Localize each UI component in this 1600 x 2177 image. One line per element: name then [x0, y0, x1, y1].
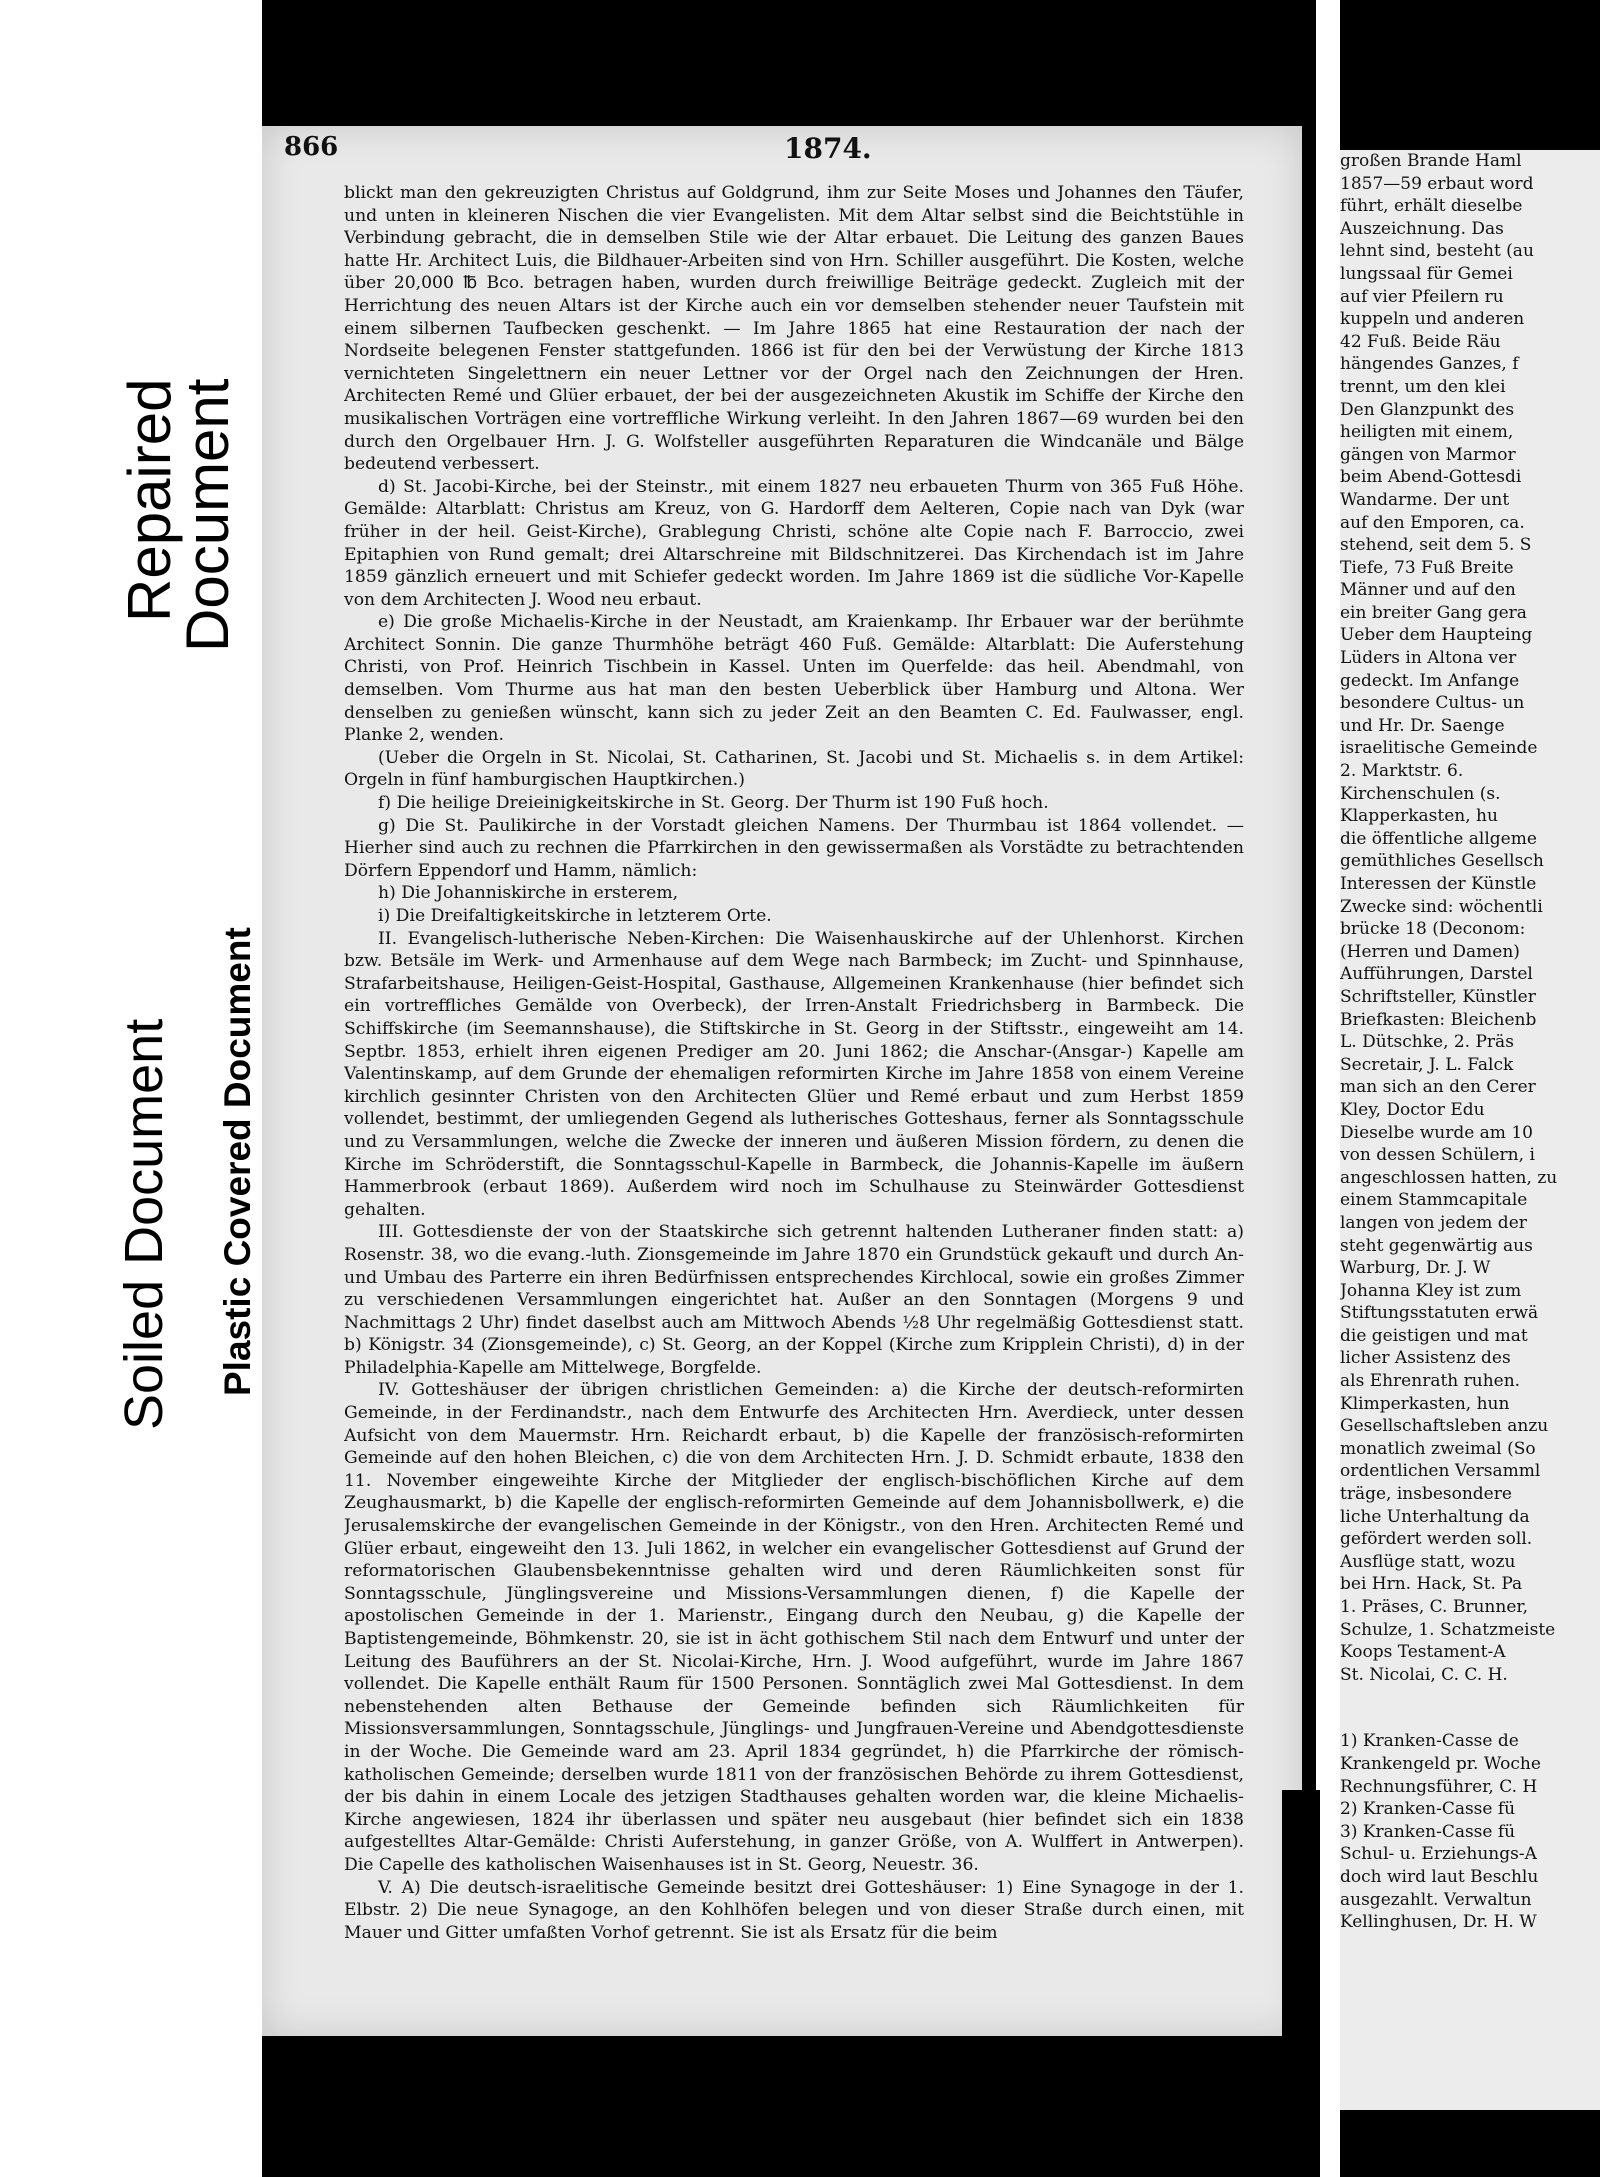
right-page-line: Aufführungen, Darstel — [1340, 964, 1533, 985]
right-page-line: gefördert werden soll. — [1340, 1529, 1533, 1550]
right-page-line: Schulze, 1. Schatzmeiste — [1340, 1619, 1556, 1640]
body-text — [344, 182, 1244, 2002]
right-page-line: ordentlichen Versamml — [1340, 1461, 1541, 1482]
right-page-line: Zwecke sind: wöchentli — [1340, 896, 1543, 917]
paragraph: f) Die heilige Dreieinigkeitskirche in St. Georg. Der Thurm ist 190 Fuß hoch. — [378, 793, 1049, 814]
right-page-line: 3) Kranken-Casse fü — [1340, 1821, 1516, 1842]
right-page-line: man sich an den Cerer — [1340, 1077, 1536, 1098]
right-page-line: ausgezahlt. Verwaltun — [1340, 1889, 1532, 1910]
right-page-line: Gesellschaftsleben anzu — [1340, 1416, 1549, 1437]
right-page-line: L. Dütschke, 2. Präs — [1340, 1032, 1514, 1053]
paragraph: (Ueber die Orgeln in St. Nicolai, St. Catharinen, St. Jacobi und St. Michaelis s. in dem Artikel: Orgeln in fünf hamburgischen Hauptkirchen.) — [344, 747, 1244, 791]
right-page-line: beim Abend-Gottesdi — [1340, 467, 1522, 488]
right-page-line: Ausflüge statt, wozu — [1340, 1551, 1516, 1572]
right-page-line: Kley, Doctor Edu — [1340, 1099, 1485, 1120]
paragraph: II. Evangelisch-lutherische Neben-Kirchen: Die Waisenhauskirche auf der Uhlenhorst. Kirchen bzw. Betsäle im Werk- und Armenhause auf dem Wege nach Barmbeck; im Zucht- und Spinnhause, Strafarbeitshause, Heiligen-Geist-Hospital, Gasthause, Allgemeinen Krankenhause (hier befindet sich ein vortreffliches Gemälde von Overbeck), der Irren-Anstalt Friedrichsberg in Barmbeck. Die Schiffskirche (im Seemannshause), die Stiftskirche in St. Georg in der Stiftsstr., eingeweiht am 14. Septbr. 1853, erhielt ihren eigenen Prediger am 20. Juni 1862; die Anschar-(Ansgar-) Kapelle am Valentinskamp, auf dem Grunde der ehemaligen reformirten Kirche im Jahre 1858 von einem Vereine kirchlich gesinnter Christen von den Architecten Glüer und Remé erbaut und zum Herbst 1859 vollendet, bestimmt, der umliegenden Gegend als lutherisches Gotteshaus, ferner als Sonntagsschule und zu Versammlungen, welche die Zwecke der inneren und äußeren Mission fördern, zu denen die Kirche im Schröderstift, die Sonntagsschul-Kapelle in Barmbeck, die Johannis-Kapelle im äußern Hammerbrook (erbaut 1869). Außerdem wird noch im Schulhause zu Steinwärder Gottesdienst gehalten. — [344, 928, 1244, 1220]
right-page-line: und Hr. Dr. Saenge — [1340, 715, 1505, 736]
right-page-line: lungssaal für Gemei — [1340, 263, 1513, 284]
right-page-line: Schriftsteller, Künstler — [1340, 986, 1536, 1007]
right-page-line — [1340, 1708, 1600, 1730]
right-page-line: Briefkasten: Bleichenb — [1340, 1009, 1537, 1030]
paragraph: blickt man den gekreuzigten Christus auf Goldgrund, ihm zur Seite Moses und Johannes den Täufer, und unten in kleineren Nischen die vier Evangelisten. Mit dem Altar selbst sind die Beichtstühle in Verbindung gebracht, die in demselben Stile wie der Altar erbauet. Die Leitung des ganzen Baues hatte Hr. Architect Luis, die Bildhauer-Arbeiten sind von Hrn. Schiller ausgeführt. Die Kosten, welche über 20,000 ℔ Bco. betragen haben, wurden durch freiwillige Beiträge gedeckt. Zugleich mit der Herrichtung des neuen Altars ist der Kirche auch ein vor demselben stehender neuer Taufstein mit einem silbernen Taufbecken geschenkt. — Im Jahre 1865 hat eine Restauration der nach der Nordseite belegenen Fenster stattgefunden. 1866 ist für den bei der Verwüstung der Kirche 1813 vernichteten Singelettnern ein neuer Lettner vor der Orgel nach den Zeichnungen der Hren. Architecten Remé und Glüer erbauet, der bei der ausgezeichneten Akustik im Schiffe der Kirche den musikalischen Vorträgen eine vortreffliche Wirkung verleiht. In den Jahren 1867—69 wurden bei den durch den Orgelbauer Hrn. J. G. Wolfsteller ausgeführten Reparaturen die Windcanäle und Bälge bedeutend verbessert. — [344, 183, 1244, 475]
right-page-line: von dessen Schülern, i — [1340, 1145, 1535, 1166]
right-page-line: Klimperkasten, hun — [1340, 1393, 1510, 1414]
right-page-line: hängendes Ganzes, f — [1340, 354, 1519, 375]
right-page-line: 2) Kranken-Casse fü — [1340, 1799, 1516, 1820]
right-page-line: gedeckt. Im Anfange — [1340, 670, 1520, 691]
right-page-line: Krankengeld pr. Woche — [1340, 1753, 1541, 1774]
paragraph: g) Die St. Paulikirche in der Vorstadt gleichen Namens. Der Thurmbau ist 1864 vollendet. — Hierher sind auch zu rechnen die Pfarrkirchen in den gewissermaßen als Vorstädte zu betrachtenden Dörfern Eppendorf und Hamm, nämlich: — [344, 815, 1244, 881]
right-page-line: besondere Cultus- un — [1340, 693, 1525, 714]
right-page-line: monatlich zweimal (So — [1340, 1438, 1536, 1459]
right-page-line: Männer und auf den — [1340, 580, 1516, 601]
right-page-line: Stiftungsstatuten erwä — [1340, 1303, 1539, 1324]
right-page-line: israelitische Gemeinde — [1340, 738, 1538, 759]
right-page-line: 42 Fuß. Beide Räu — [1340, 331, 1501, 352]
paragraph: e) Die große Michaelis-Kirche in der Neustadt, am Kraienkamp. Ihr Erbauer war der berühmte Architect Sonnin. Die ganze Thurmhöhe beträgt 460 Fuß. Gemälde: Altarblatt: Die Auferstehung Christi, von Prof. Heinrich Tischbein in Kassel. Unten im Querfelde: das heil. Abendmahl, von demselben. Vom Thurme aus hat man den besten Ueberblick über Hamburg und Altona. Wer denselben zu genießen wünscht, kann sich zu jeder Zeit an den Beamten C. Ed. Faulwasser, engl. Planke 2, wenden. — [344, 612, 1244, 746]
paragraph: i) Die Dreifaltigkeitskirche in letzterem Orte. — [378, 906, 772, 926]
right-page-line: Wandarme. Der unt — [1340, 489, 1510, 510]
right-page-line: führt, erhält dieselbe — [1340, 196, 1523, 217]
right-page-line: träge, insbesondere — [1340, 1484, 1512, 1505]
right-page-line: 1) Kranken-Casse de — [1340, 1731, 1519, 1752]
right-page-line: doch wird laut Beschlu — [1340, 1866, 1539, 1887]
soiled-document-label — [112, 770, 172, 1450]
right-page-line: Kellinghusen, Dr. H. W — [1340, 1912, 1537, 1933]
right-page-line: Klapperkasten, hu — [1340, 806, 1498, 827]
plastic-covered-document-label — [212, 800, 262, 1400]
right-page-line: lehnt sind, besteht (au — [1340, 241, 1534, 262]
right-page-line: die öffentliche allgeme — [1340, 828, 1537, 849]
right-page-line: 2. Marktstr. 6. — [1340, 761, 1464, 782]
right-page-line: Den Glanzpunkt des — [1340, 399, 1515, 420]
right-page-line: Warburg, Dr. J. W — [1340, 1258, 1491, 1279]
right-page — [1340, 150, 1600, 2110]
right-page-line: stehend, seit dem 5. S — [1340, 535, 1532, 556]
right-page-line: Ueber dem Haupteing — [1340, 625, 1533, 646]
right-page-line: die geistigen und mat — [1340, 1325, 1528, 1346]
right-page-line: großen Brande Haml — [1340, 151, 1522, 171]
right-page-line: (Herren und Damen) — [1340, 941, 1520, 962]
right-page-line: angeschlossen hatten, zu — [1340, 1167, 1558, 1188]
right-page-line: Tiefe, 73 Fuß Breite — [1340, 557, 1514, 578]
left-page — [262, 126, 1302, 2036]
right-page-line: Koops Testament-A — [1340, 1642, 1506, 1663]
right-page-line: Johanna Kley ist zum — [1340, 1280, 1522, 1301]
paragraph: h) Die Johanniskirche in ersterem, — [378, 883, 679, 904]
plastic-label-text: Plastic Covered Document — [217, 927, 258, 1396]
right-page-line: ein breiter Gang gera — [1340, 602, 1527, 623]
right-page-line: brücke 18 (Deconom: — [1340, 919, 1526, 940]
page-header — [284, 132, 1284, 172]
right-page-line: 1857—59 erbaut word — [1340, 173, 1534, 194]
right-page-line: kuppeln und anderen — [1340, 309, 1525, 330]
repaired-label-line2: Document — [174, 378, 241, 652]
paragraph: d) St. Jacobi-Kirche, bei der Steinstr., mit einem 1827 neu erbaueten Thurm von 365 Fuß Höhe. Gemälde: Altarblatt: Christus am Kreuz, von G. Hardorff dem Aelteren, Copie nach van Dyk (war früher in der heil. Geist-Kirche), Grablegung Christi, schöne alte Copie nach F. Barroccio, zwei Epitaphien von Rund gemalt; drei Altarschreine mit Bildschnitzerei. Das Kirchendach ist im Jahre 1859 gänzlich erneuert und mit Schiefer gedeckt worden. Im Jahre 1869 ist die südliche Vor-Kapelle von dem Architecten J. Wood neu erbaut. — [344, 476, 1244, 610]
right-page-line: liche Unterhaltung da — [1340, 1506, 1530, 1527]
right-page-line: Kirchenschulen (s. — [1340, 783, 1501, 804]
right-page-line: bei Hrn. Hack, St. Pa — [1340, 1574, 1523, 1595]
right-page-line: St. Nicolai, C. C. H. — [1340, 1664, 1508, 1685]
right-page-line: Secretair, J. L. Falck — [1340, 1054, 1514, 1075]
repaired-label-line1: Repaired — [116, 378, 183, 622]
right-page-line: heiligten mit einem, — [1340, 422, 1514, 443]
right-page-line: licher Assistenz des — [1340, 1348, 1511, 1369]
paragraph: III. Gottesdienste der von der Staatskirche sich getrennt haltenden Lutheraner finden statt: a) Rosenstr. 38, wo die evang.-luth. Zionsgemeinde im Jahre 1870 ein Grundstück gekauft und durch An- und Umbau des Parterre ein ihren Bedürfnissen entsprechendes Kirchlocal, sowie ein großes Zimmer zu verschiedenen Versammlungen eingerichtet hat. Außer an den Sonntagen (Morgens 9 und Nachmittags 2 Uhr) findet daselbst auch am Mittwoch Abends ½8 Uhr regelmäßig Gottesdienst statt. b) Königstr. 34 (Zionsgemeinde), c) St. Georg, an der Koppel (Kirche zum Kripplein Christi), d) in der Philadelphia-Kapelle am Mittelwege, Borgfelde. — [344, 1222, 1244, 1378]
right-page-line: als Ehrenrath ruhen. — [1340, 1371, 1521, 1392]
paragraph: V. A) Die deutsch-israelitische Gemeinde besitzt drei Gotteshäuser: 1) Eine Synagoge in der 1. Elbstr. 2) Die neue Synagoge, an den Kohlhöfen belegen und von dieser Straße durch einen, mit Mauer und Gitter umfaßten Vorhof getrennt. Sie ist als Ersatz für die beim — [344, 1877, 1244, 1943]
binding-shadow — [1282, 1790, 1320, 2177]
right-page-line: Schul- u. Erziehungs-A — [1340, 1844, 1537, 1865]
right-page-line: Lüders in Altona ver — [1340, 648, 1517, 669]
right-page-line: 1. Präses, C. Brunner, — [1340, 1597, 1529, 1617]
right-page-line: Auszeichnung. Das — [1340, 218, 1504, 239]
right-page-line: auf vier Pfeilern ru — [1340, 286, 1504, 307]
right-page-line: gängen von Marmor — [1340, 444, 1516, 465]
right-page-line — [1340, 1686, 1600, 1708]
right-page-line: auf den Emporen, ca. — [1340, 512, 1525, 533]
paragraph: IV. Gotteshäuser der übrigen christlichen Gemeinden: a) die Kirche der deutsch-reformirten Gemeinde, in der Ferdinandstr., nach dem Entwurfe des Architecten Hrn. Averdieck, unter dessen Aufsicht von dem Mauermstr. Hrn. Reichardt erbaut, b) die Kapelle der französisch-reformirten Gemeinde auf den hohen Bleichen, c) die von dem Architecten Hrn. J. D. Schmidt erbaute, 1838 den 11. November eingeweihte Kirche der Mitglieder der englisch-bischöflichen Kirche auf dem Zeughausmarkt, b) die Kapelle der englisch-reformirten Gemeinde auf dem Johannisbollwerk, e) die Jerusalemskirche der evangelischen Gemeinde in der Königstr., von den Hren. Architecten Remé und Glüer erbaut, eingeweiht den 13. Juli 1862, in welcher ein evangelischer Gottesdienst auf Grund der reformatorischen Glaubensbekenntnisse gehalten wird und deren Räumlichkeiten sonst für Sonntagsschule, Jünglingsvereine und Missions-Versammlungen dienen, f) die Kapelle der apostolischen Gemeinde in der 1. Marienstr., Eingang durch den Neubau, g) die Kapelle der Baptistengemeinde, Böhmkenstr. 20, sie ist in ächt gothischem Stil nach dem Entwurf und unter der Leitung des Bauführers an der St. Nicolai-Kirche, Hrn. J. Wood aufgeführt, wurde im Jahre 1867 vollendet. Die Kapelle enthält Raum für 1500 Personen. Sonntäglich zwei Mal Gottesdienst. In dem nebenstehenden alten Bethause der Gemeinde befinden sich Räumlichkeiten für Missionsversammlungen, Sonntagsschule, Jünglings- und Jungfrauen-Vereine und Abendgottesdienste in der Woche. Die Gemeinde ward am 23. April 1834 gegründet, h) die Pfarrkirche der römisch-katholischen Gemeinde; derselben wurde 1811 von der französischen Behörde zu ihrem Gottesdienst, der bis dahin in einem Locale des jetzigen Stadthauses gehalten worden war, die kleine Michaelis-Kirche angewiesen, 1824 ihr überlassen und später neu ausgebaut (hier befindet sich ein 1838 aufgestelltes Altar-Gemälde: Christi Auferstehung, in ganzer Größe, von A. Wulffert in Antwerpen). Die Capelle des katholischen Waisenhauses ist in St. Georg, Neuestr. 36. — [344, 1380, 1244, 1875]
right-page-line: einem Stammcapitale — [1340, 1190, 1528, 1211]
soiled-label-text: Soiled Document — [114, 1018, 174, 1430]
right-page-line: Dieselbe wurde am 10 — [1340, 1122, 1533, 1143]
right-page-line: steht gegenwärtig aus — [1340, 1235, 1533, 1256]
page-number: 866 — [284, 132, 339, 162]
right-page-line: gemüthliches Gesellsch — [1340, 851, 1544, 872]
right-page-line: Interessen der Künstle — [1340, 874, 1537, 894]
right-page-line: trennt, um den klei — [1340, 376, 1506, 397]
right-page-text — [1340, 150, 1600, 1934]
page-year: 1874. — [784, 132, 872, 165]
right-page-line: Rechnungsführer, C. H — [1340, 1776, 1538, 1797]
right-page-line: langen von jedem der — [1340, 1212, 1527, 1233]
